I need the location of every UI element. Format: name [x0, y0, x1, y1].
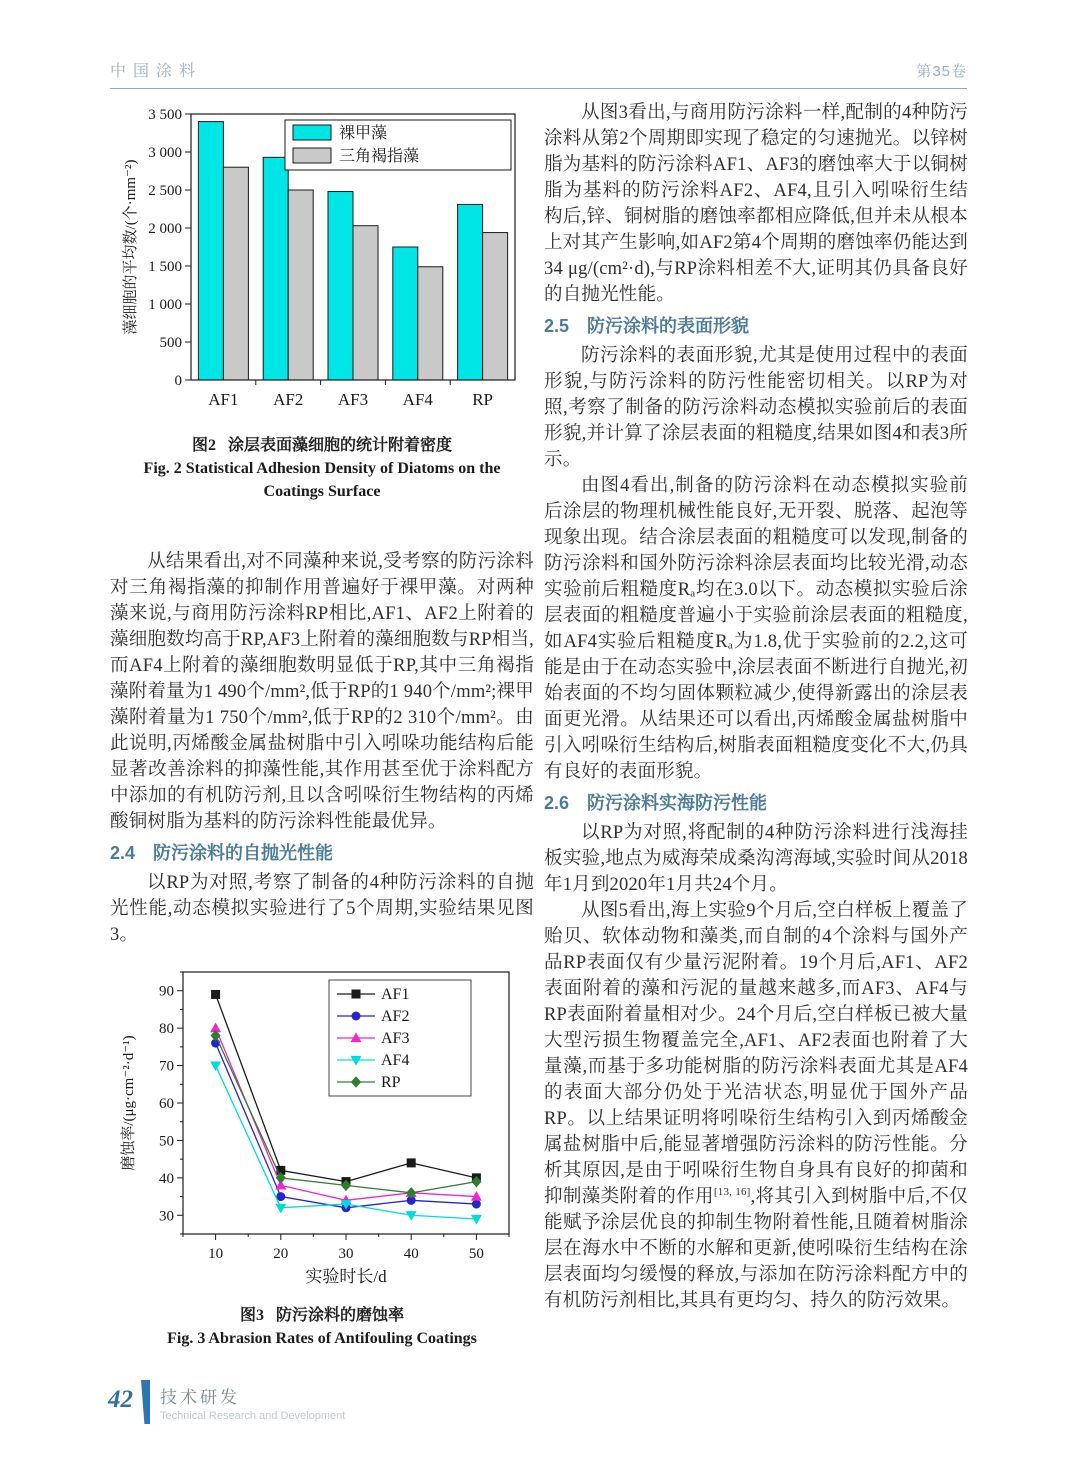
right-paragraph-3: 由图4看出,制备的防污涂料在动态模拟实验前后涂层的物理机械性能良好,无开裂、脱落、起泡等现象出现。结合涂层表面的粗糙度可以发现,制备的防污涂料和国外防污涂料涂层表面均比较光滑,动态实验前后粗糙度Rₐ均在3.0以下。动态模拟实验后涂层表面的粗糙度普遍小于实验前涂层表面的粗糙度,如AF4实验后粗糙度Rₐ为1.8,优于实验前的2.2,这可能是由于在动态实验中,涂层表面不断进行自抛光,初始表面的不均匀固体颗粒减少,使得新露出的涂层表面更光滑。从结果还可以看出,丙烯酸金属盐树脂中引入吲哚衍生结构后,树脂表面粗糙度变化不大,仍具有良好的表面形貌。	[544, 476, 968, 782]
svg-text:AF4: AF4	[402, 390, 433, 409]
svg-text:0: 0	[174, 373, 182, 389]
paragraph-text: 从图5看出,海上实验9个月后,空白样板上覆盖了贻贝、软体动物和藻类,而自制的4个涂料与国外产品RP表面仅有少量污泥附着。19个月后,AF1、AF2表面附着的藻和污泥的量越来越多,而AF3、AF4与RP表面附着量相对少。24个月后,空白样板已被大量大型污损生物覆盖完全,AF1、AF2表面也附着了大量藻,而基于多功能树脂的防污涂料表面尤其是AF4的表面大部分仍处于光洁状态,明显优于国外产品RP。以上结果证明将吲哚衍生结构引入到丙烯酸金属盐树脂中后,能显著增强防污涂料的防污性能。分析其原因,是由于吲哚衍生物自身具有良好的抑菌和抑制藻类附着的作用	[544, 901, 968, 1207]
svg-text:磨蚀率/(μg·cm⁻²·d⁻¹): 磨蚀率/(μg·cm⁻²·d⁻¹)	[121, 1035, 137, 1172]
svg-text:RP: RP	[472, 390, 493, 409]
svg-text:500: 500	[159, 335, 182, 351]
footer-section-en: Technical Research and Development	[160, 1410, 346, 1422]
svg-text:30: 30	[338, 1246, 354, 1263]
fig3-caption-cn	[110, 1302, 534, 1325]
fig2-bar-chart	[115, 104, 529, 426]
page-footer	[108, 1380, 345, 1424]
svg-text:50: 50	[468, 1246, 484, 1263]
volume-label: 第35卷	[916, 63, 967, 80]
fig2-label: 图2	[191, 437, 216, 454]
svg-text:实验时长/d: 实验时长/d	[305, 1267, 387, 1287]
svg-text:RP: RP	[381, 1074, 401, 1092]
fig3-caption-en: Fig. 3 Abrasion Rates of Antifouling Coatings	[167, 1330, 477, 1348]
svg-text:三角褐指藻: 三角褐指藻	[339, 148, 420, 165]
svg-text:AF2: AF2	[273, 390, 304, 409]
svg-text:AF3: AF3	[381, 1030, 410, 1048]
left-paragraph-1: 从结果看出,对不同藻种来说,受考察的防污涂料对三角褐指藻的抑制作用普遍好于裸甲藻。对两种藻来说,与商用防污涂料RP相比,AF1、AF2上附着的藻细胞数均高于RP,AF3上附着的藻细胞数与RP相当,而AF4上附着的藻细胞数明显低于RP,其中三角褐指藻附着量为1 490个/mm²,低于RP的1 940个/mm²;裸甲藻附着量为1 750个/mm²,低于RP的2 310个/mm²。由此说明,丙烯酸金属盐树脂中引入吲哚功能结构后能显著改善涂料的抑藻性能,其作用甚至优于涂料配方中添加的有机防污剂,且以含吲哚衍生物结构的丙烯酸铜树脂为基料的防污涂料性能最优异。	[110, 552, 534, 833]
page-header	[110, 58, 967, 81]
section-heading-2-4: 2.4 防污涂料的自抛光性能	[110, 843, 334, 864]
svg-text:30: 30	[159, 1208, 174, 1225]
fig2-caption-text: 涂层表面藻细胞的统计附着密度	[228, 437, 453, 454]
svg-text:AF1: AF1	[381, 986, 410, 1004]
right-paragraph-2: 防污涂料的表面形貌,尤其是使用过程中的表面形貌,与防污涂料的防污性能密切相关。以RP为对照,考察了制备的防污涂料动态模拟实验前后的表面形貌,并计算了涂层表面的粗糙度,结果如图4和表3所示。	[544, 346, 968, 470]
citation-reference: [13, 16]	[713, 1185, 751, 1198]
footer-section-cn: 技术研发	[160, 1388, 240, 1407]
header-rule	[110, 88, 967, 89]
fig2-caption-en: Fig. 2 Statistical Adhesion Density of Diatoms on the Coatings Surface	[143, 460, 501, 501]
section-heading-2-5: 2.5 防污涂料的表面形貌	[544, 316, 750, 336]
svg-text:藻细胞的平均数/(个·mm⁻²): 藻细胞的平均数/(个·mm⁻²)	[123, 159, 139, 335]
svg-text:AF1: AF1	[208, 390, 239, 409]
left-paragraph-2: 以RP为对照,考察了制备的4种防污涂料的自抛光性能,动态模拟实验进行了5个周期,实验结果见图3。	[110, 873, 534, 946]
figure-2	[110, 104, 534, 503]
section-heading-2-6: 2.6 防污涂料实海防污性能	[544, 793, 768, 813]
svg-text:10: 10	[208, 1246, 224, 1263]
right-paragraph-1: 从图3看出,与商用防污涂料一样,配制的4种防污涂料从第2个周期即实现了稳定的匀速抛光。以锌树脂为基料的防污涂料AF1、AF3的磨蚀率大于以铜树脂为基料的防污涂料AF2、AF4,且引入吲哚衍生结构后,锌、铜树脂的磨蚀率都相应降低,但并未从根本上对其产生影响,如AF2第4个周期的磨蚀率仍能达到34 μg/(cm²·d),与RP涂料相差不大,证明其仍具备良好的自抛光性能。	[544, 103, 968, 305]
svg-text:90: 90	[159, 984, 174, 1001]
svg-text:3 500: 3 500	[148, 107, 182, 123]
svg-text:AF4: AF4	[381, 1052, 410, 1070]
svg-text:1 500: 1 500	[148, 259, 182, 275]
spacer	[110, 948, 534, 960]
svg-text:AF2: AF2	[381, 1008, 410, 1026]
svg-text:40: 40	[159, 1171, 174, 1188]
paragraph-text: ,将其引入到树脂中后,不仅能赋予涂层优良的抑制生物附着性能,且随着树脂涂层在海水中不断的水解和更新,使吲哚衍生结构在涂层表面均匀缓慢的释放,与添加在防污涂料配方中的有机防污剂相比,其具有更均匀、持久的防污效果。	[544, 1187, 968, 1311]
svg-text:2 000: 2 000	[148, 221, 182, 237]
page-number: 42	[108, 1386, 133, 1413]
svg-text:70: 70	[159, 1058, 174, 1075]
svg-text:60: 60	[159, 1096, 174, 1113]
right-paragraph-4: 以RP为对照,将配制的4种防污涂料进行浅海挂板实验,地点为威海荣成桑沟湾海域,实验时间从2018年1月到2020年1月共24个月。	[544, 823, 968, 895]
fig3-label: 图3	[239, 1307, 264, 1325]
left-column	[110, 104, 534, 1351]
svg-text:2 500: 2 500	[148, 183, 182, 199]
svg-text:50: 50	[159, 1133, 174, 1150]
svg-text:1 000: 1 000	[148, 297, 182, 313]
spacer	[110, 503, 534, 549]
svg-text:80: 80	[159, 1021, 174, 1038]
svg-text:3 000: 3 000	[148, 145, 182, 161]
footer-ribbon	[141, 1380, 150, 1424]
right-column	[544, 100, 968, 1314]
journal-name: 中国涂料	[110, 63, 203, 80]
svg-text:裸甲藻: 裸甲藻	[339, 125, 388, 142]
fig3-line-chart	[115, 960, 529, 1296]
svg-text:40: 40	[403, 1246, 419, 1263]
right-paragraph-5	[544, 898, 968, 1314]
fig2-caption-cn	[110, 432, 534, 455]
figure-3	[110, 960, 534, 1350]
fig3-caption-text: 防污涂料的磨蚀率	[276, 1307, 405, 1325]
svg-text:AF3: AF3	[337, 390, 369, 409]
svg-text:20: 20	[273, 1246, 289, 1263]
